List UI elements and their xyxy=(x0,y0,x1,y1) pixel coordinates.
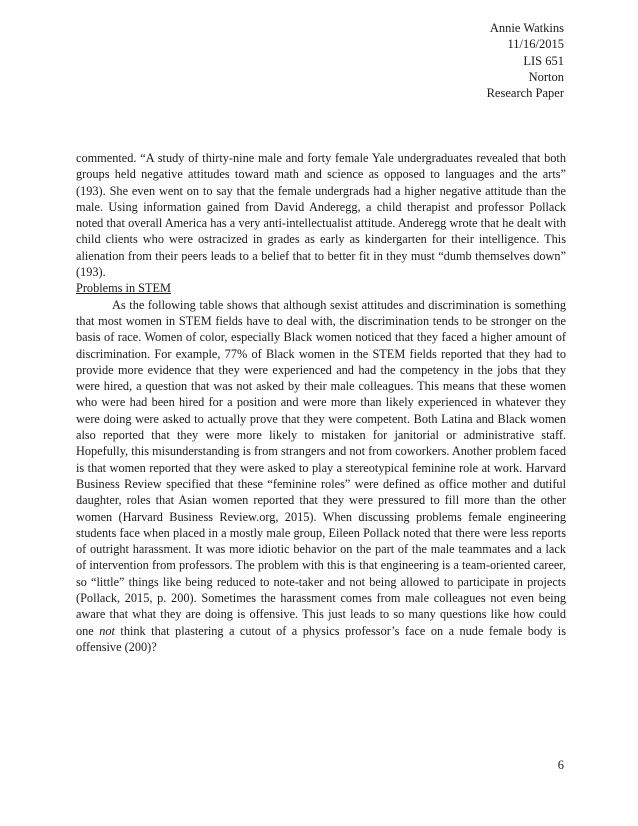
date: 11/16/2015 xyxy=(507,37,564,52)
section-heading: Problems in STEM xyxy=(76,281,171,296)
paragraph-continued: commented. “A study of thirty-nine male and forty female Yale undergraduates revealed that both groups held negative attitudes toward math and science as opposed to languages and the arts” (193). She even went on to say that the female undergrads had a higher negative attitude than the male. Using information gained from David Anderegg, a child therapist and professor Pollack noted that overall America has a very anti-intellectualist attitude. Anderegg wrote that he dealt with child clients who were ostracized in grades as early as kindergarten for their intelligence. This alienation from their peers leads to a belief that to better fit in they must “dumb themselves down” (193). xyxy=(76,151,566,280)
document-type: Research Paper xyxy=(486,86,564,101)
document-body xyxy=(76,150,566,655)
instructor-name: Norton xyxy=(528,69,564,84)
author-name: Annie Watkins xyxy=(489,21,564,35)
page-number: 6 xyxy=(557,758,564,772)
emphasized-word: not xyxy=(99,623,115,638)
paragraph-text-before-emphasis: As the following table shows that although sexist attitudes and discrimination is something that most women in STEM fields have to deal with, the discrimination tends to be stronger on the basis of race. Women of color, especially Black women noticed that they faced a higher amount of discrimination. For example, 77% of Black women in the STEM fields reported that they had to provide more evidence that they were experienced and had the competency in the jobs that they were hired, a question that was not asked by their male colleagues. This means that these women who were had been hired for a position and were more than likely experienced in whatever they were doing were asked to actually prove that they were competent. Both Latina and Black women also reported that they were more likely to mistaken for janitorial or administrative staff. Hopefully, this misunderstanding is from strangers and not from coworkers. Another problem faced is that women reported that they were asked to play a stereotypical feminine role at work. Harvard Business Review specified that these “feminine roles” were defined as office mother and dutiful daughter, roles that Asian women reported that they were pressured to fill more than the other women (Harvard Business Review.org, 2015). When discussing problems female engineering students face when placed in a mostly male group, Eileen Pollack noted that there were less reports of outright harassment. It was more idiotic behavior on the part of the male teammates and a lack of intervention from professors. The problem with this is that engineering is a team-oriented career, so “little” things like being reduced to note-taker and not being allowed to participate in projects (Pollack, 2015, p. 200). Sometimes the harassment comes from male colleagues not even being aware that what they are doing is offensive. This just leads to so many questions like how could one xyxy=(76,297,566,638)
paragraph-problems-in-stem xyxy=(76,297,566,656)
course-code: LIS 651 xyxy=(523,53,564,68)
page-header xyxy=(487,20,564,101)
paragraph-text-after-emphasis: think that plastering a cutout of a physics professor’s face on a nude female body is offensive (200)? xyxy=(76,623,567,654)
